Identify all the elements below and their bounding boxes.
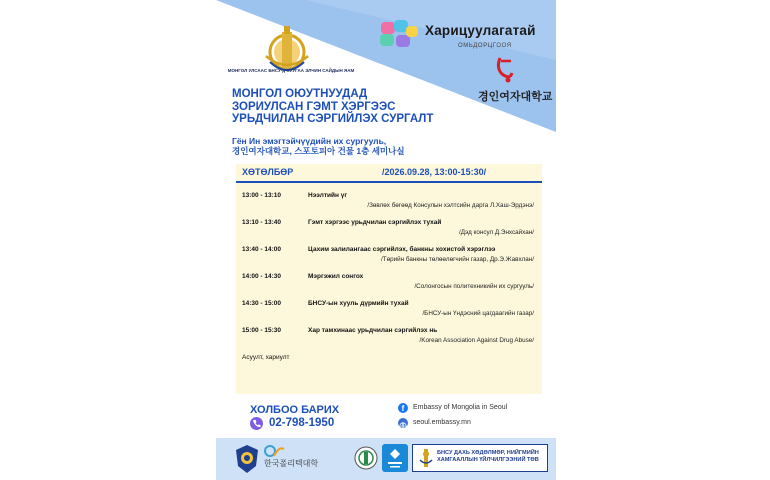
title-line: МОНГОЛ ОЮУТНУУДАД [232, 88, 368, 100]
event-venue [232, 136, 552, 156]
row-time: 13:40 - 14:00 [242, 246, 282, 253]
row-time: 14:00 - 14:30 [242, 273, 282, 280]
program-panel [236, 164, 542, 394]
police-badge-icon [234, 444, 260, 474]
embassy-emblem-icon [252, 22, 322, 82]
program-row [236, 219, 542, 245]
venue-line: 경인여자대학교, 스포토피아 건물 1층 세미나실 [232, 146, 405, 156]
state-bank-logo-icon [382, 444, 408, 472]
row-topic: Нээлтийн үг [308, 192, 348, 199]
event-title [232, 88, 482, 126]
brand-name: Харицуулагатай [425, 23, 536, 38]
program-closing: Асуулт, хариулт [242, 354, 290, 361]
emblem-caption: МОНГОЛ УЛСААС БНСУ-д СУУГАА ЭЛЧИН САЙДЫН ЯАМ [227, 68, 355, 73]
row-speaker: /Солонгосын политехникийн их сургууль/ [414, 283, 534, 290]
association-seal-icon [354, 444, 378, 472]
venue-line: Гён Ин эмэгтэйчүүдийн их сургууль, [232, 136, 387, 146]
row-speaker: /Korean Association Against Drug Abuse/ [419, 337, 534, 344]
row-topic: Мэргэжил сонгох [308, 273, 364, 280]
row-time: 14:30 - 15:00 [242, 300, 282, 307]
brand-subtitle: ОМЬДОРЦГООЯ [458, 43, 512, 49]
program-row [236, 273, 542, 299]
polytech-logo-icon [264, 444, 286, 458]
program-heading: ХӨТӨЛБӨР [242, 167, 294, 177]
labor-center-logo [412, 444, 548, 472]
row-topic: Цахим залилангаас сэргийлэх, банкны хохистой хэрэглээ [308, 246, 496, 253]
footer-logos [216, 438, 556, 480]
title-line: УРЬДЧИЛАН СЭРГИЙЛЭХ СУРГАЛТ [232, 113, 434, 125]
row-speaker: /Дэд консул Д.Энхсайхан/ [459, 229, 534, 236]
speech-bubbles-icon [380, 20, 418, 47]
phone-icon [250, 417, 263, 430]
row-topic: БНСУ-ын хууль дүрмийн тухай [308, 300, 409, 307]
labor-center-name: БНСУ ДАХЬ ХӨДӨЛМӨР, НИЙГМИЙН ХАМГААЛЛЫН ҮЙЛЧИЛГЭЭНИЙ ТӨВ [437, 450, 539, 463]
program-row [236, 192, 542, 218]
university-logo-icon [498, 58, 512, 83]
program-date: /2026.09.28, 13:00-15:30/ [382, 167, 487, 177]
facebook-icon: f [398, 403, 408, 413]
row-time: 15:00 - 15:30 [242, 327, 282, 334]
program-row [236, 246, 542, 272]
university-name: 경인여자대학교 [478, 91, 553, 103]
contact-title: ХОЛБОО БАРИХ [250, 404, 340, 416]
polytech-name: 한국폴리텍대학 [264, 459, 319, 468]
program-row [236, 300, 542, 326]
program-row [236, 327, 542, 353]
phone-number[interactable]: 02-798-1950 [269, 417, 335, 429]
soyombo-icon [417, 448, 435, 468]
program-divider [236, 181, 542, 183]
row-speaker: /Зөвлөх бөгөөд Консулын хэлтсийн дарга Л.Хаш-Эрдэнэ/ [367, 202, 534, 209]
row-speaker: /БНСУ-ын Үндэсний цагдаагийн газар/ [422, 310, 534, 317]
row-time: 13:00 - 13:10 [242, 192, 282, 199]
row-topic: Хар тамхинаас урьдчилан сэргийлэх нь [308, 327, 438, 334]
website-link[interactable]: seoul.embassy.mn [413, 419, 471, 426]
title-line: ЗОРИУЛСАН ГЭМТ ХЭРГЭЭС [232, 100, 396, 113]
poster [216, 0, 556, 480]
facebook-link[interactable]: Embassy of Mongolia in Seoul [413, 404, 508, 411]
row-time: 13:10 - 13:40 [242, 219, 282, 226]
row-speaker: /Төрийн банкны төлөөлөгчийн газар, Др.Э.Жавхлан/ [381, 256, 534, 263]
row-topic: Гэмт хэргээс урьдчилан сэргийлэх тухай [308, 219, 442, 226]
globe-icon [398, 418, 408, 428]
